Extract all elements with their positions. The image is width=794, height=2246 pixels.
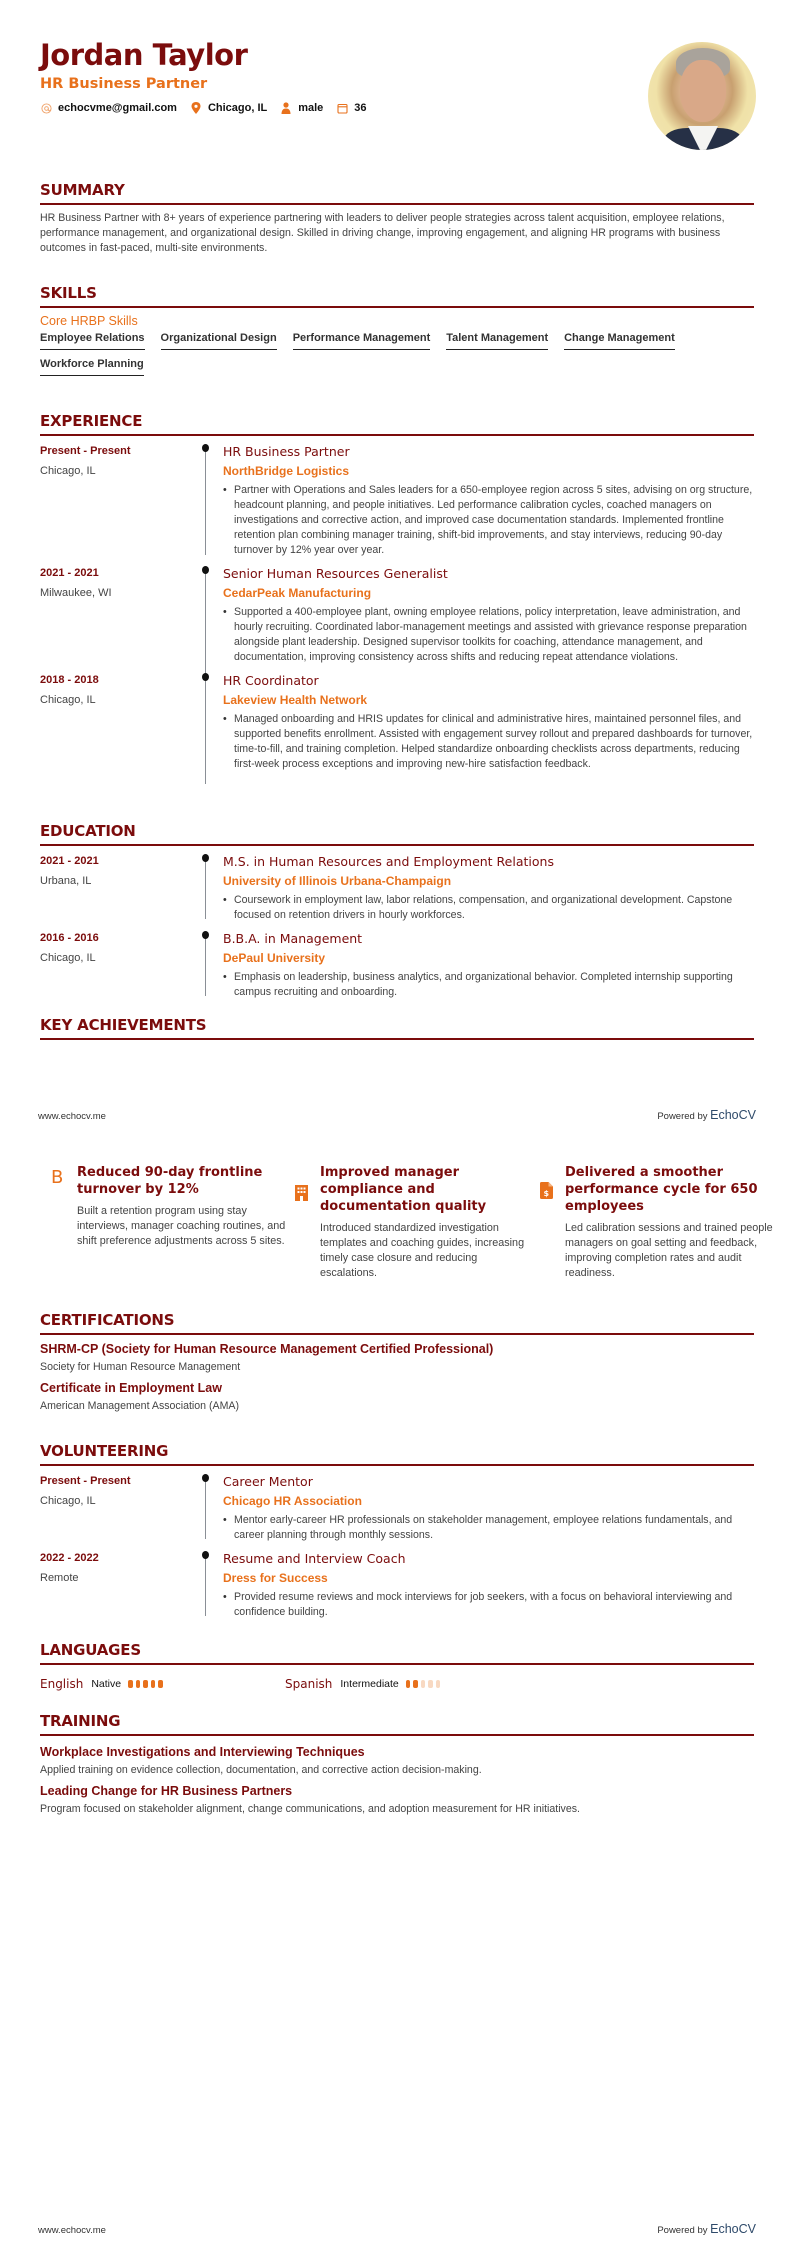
timeline-dot: [202, 1551, 209, 1559]
achievement-title: Delivered a smoother performance cycle for 650 employees: [565, 1165, 758, 1214]
timeline-dot: [202, 854, 209, 862]
entry-location: Remote: [40, 1572, 79, 1584]
contact-gender-value: male: [298, 102, 324, 114]
language-rating: [406, 1675, 444, 1693]
entry-bullet: • Emphasis on leadership, business analytics, and organizational behavior. Completed internship supporting campus recruiting and onboarding.: [223, 970, 754, 1000]
entry-organization: Lakeview Health Network: [223, 693, 368, 707]
entry-role: Senior Human Resources Generalist: [223, 566, 448, 581]
experience-entry: [40, 673, 754, 772]
avatar: [648, 42, 756, 150]
section-divider: [40, 844, 754, 846]
timeline-dot: [202, 673, 209, 681]
contact-location-value: Chicago, IL: [207, 102, 268, 114]
entry-bullet: • Provided resume reviews and mock interviews for job seekers, with a focus on behavioral interviewing and confidence building.: [223, 1590, 754, 1620]
certification-issuer: American Management Association (AMA): [40, 1400, 240, 1412]
training-name: Workplace Investigations and Interviewing Techniques: [40, 1745, 365, 1759]
timeline-dot: [202, 444, 209, 452]
timeline-line: [205, 1477, 206, 1539]
language-item: [285, 1675, 530, 1693]
brand-logo[interactable]: EchoCV: [710, 1108, 756, 1122]
section-divider: [40, 1734, 754, 1736]
achievement-title: Reduced 90-day frontline turnover by 12%: [77, 1165, 263, 1197]
contact-email-value: echocvme@gmail.com: [58, 102, 177, 114]
entry-role: HR Business Partner: [223, 444, 350, 459]
building-icon: [292, 1183, 310, 1203]
entry-date: 2016 - 2016: [40, 932, 99, 944]
section-divider: [40, 306, 754, 308]
volunteering-section: [40, 1441, 754, 1620]
certification-issuer: Society for Human Resource Management: [40, 1361, 241, 1373]
entry-bullet: • Mentor early-career HR professionals on stakeholder management, employee relations fundamentals, and career planning through monthly sessions.: [223, 1513, 754, 1543]
education-section: [40, 821, 754, 1000]
entry-bullet: • Managed onboarding and HRIS updates for clinical and administrative hires, maintained personnel files, and supported benefits enrollment. Assisted with engagement survey rollout and prepared dashboards for turnover, time-to-fill, and training completion. Helped standardize onboarding checklists across departments, reducing first-week process exceptions and improving new-hire satisfaction feedback.: [223, 712, 754, 772]
entry-organization: Dress for Success: [223, 1571, 328, 1585]
resume-header: [40, 38, 380, 114]
footer-powered-by: [657, 1108, 756, 1122]
footer-powered-by: [657, 2222, 756, 2236]
section-divider: [40, 1663, 754, 1665]
candidate-title: HR Business Partner: [40, 76, 208, 92]
timeline-line: [205, 569, 206, 677]
certification-name: SHRM-CP (Society for Human Resource Management Certified Professional): [40, 1342, 494, 1356]
section-heading: EDUCATION: [40, 822, 136, 840]
education-entry: [40, 854, 754, 923]
page-footer: [38, 1108, 756, 1122]
section-divider: [40, 1038, 754, 1040]
section-divider: [40, 1333, 754, 1335]
entry-bullet: • Coursework in employment law, labor relations, compensation, and organizational development. Capstone focused on retention drivers in hourly workforces.: [223, 893, 754, 923]
entry-location: Chicago, IL: [40, 952, 96, 964]
entry-degree: M.S. in Human Resources and Employment Relations: [223, 854, 554, 869]
contact-row: [40, 102, 380, 114]
entry-location: Milwaukee, WI: [40, 587, 112, 599]
achievement-card: [543, 1164, 775, 1281]
at-icon: [40, 102, 52, 114]
timeline-line: [205, 1554, 206, 1616]
language-level: Intermediate: [340, 1678, 399, 1690]
entry-role: Career Mentor: [223, 1474, 313, 1489]
summary-text: HR Business Partner with 8+ years of experience partnering with leaders to deliver people strategies across talent acquisition, employee relations, performance management, and organizational design. Skilled in driving change, improving engagement, and aligning HR programs with business outcomes in fast-paced, multi-site environments.: [40, 212, 725, 254]
contact-email[interactable]: [40, 102, 177, 114]
skill-tag: Talent Management: [446, 332, 548, 350]
entry-organization: CedarPeak Manufacturing: [223, 586, 372, 600]
achievement-description: Led calibration sessions and trained people managers on goal setting and feedback, improving completion rates and audit readiness.: [565, 1222, 773, 1279]
entry-institution: DePaul University: [223, 951, 326, 965]
certifications-section: [40, 1310, 754, 1414]
contact-gender: [280, 102, 323, 114]
entry-role: HR Coordinator: [223, 673, 319, 688]
entry-degree: B.B.A. in Management: [223, 931, 363, 946]
footer-site-link[interactable]: www.echocv.me: [38, 1111, 106, 1122]
training-description: Applied training on evidence collection, documentation, and corrective action decision-making.: [40, 1764, 482, 1776]
timeline-line: [205, 676, 206, 784]
skill-group-title: Core HRBP Skills: [40, 314, 138, 328]
timeline-dot: [202, 566, 209, 574]
entry-location: Chicago, IL: [40, 465, 96, 477]
languages-section: [40, 1640, 754, 1693]
svg-text:$: $: [543, 1188, 549, 1198]
certification-name: Certificate in Employment Law: [40, 1381, 222, 1395]
language-item: [40, 1675, 285, 1693]
entry-date: 2021 - 2021: [40, 855, 99, 867]
skill-tag: Organizational Design: [161, 332, 277, 350]
achievement-title: Improved manager compliance and documentation quality: [320, 1165, 487, 1214]
section-divider: [40, 434, 754, 436]
bold-b-icon: [49, 1166, 67, 1186]
skill-list: [40, 332, 754, 384]
calendar-icon: [336, 102, 348, 114]
entry-organization: Chicago HR Association: [223, 1494, 362, 1508]
achievement-description: Introduced standardized investigation templates and coaching guides, increasing timely case closure and reducing escalations.: [320, 1222, 525, 1279]
certification-item: [40, 1340, 754, 1375]
entry-institution: University of Illinois Urbana-Champaign: [223, 874, 452, 888]
section-heading: CERTIFICATIONS: [40, 1311, 175, 1329]
volunteering-entry: [40, 1551, 754, 1620]
entry-role: Resume and Interview Coach: [223, 1551, 406, 1566]
timeline-line: [205, 447, 206, 555]
location-pin-icon: [190, 102, 202, 114]
entry-location: Urbana, IL: [40, 875, 92, 887]
entry-location: Chicago, IL: [40, 694, 96, 706]
entry-bullet: • Supported a 400-employee plant, owning employee relations, policy interpretation, leave administration, and hourly recruiting. Coordinated labor-management meetings and assisted with grievance response preparation alongside plant leadership. Designed supervisor toolkits for coaching, attendance management, and documentation, improving consistency across shifts and reducing repeat attendance violations.: [223, 605, 754, 665]
page-footer: [38, 2222, 756, 2236]
skill-tag: Change Management: [564, 332, 675, 350]
experience-section: [40, 411, 754, 772]
certification-item: [40, 1379, 754, 1414]
candidate-name: Jordan Taylor: [40, 38, 248, 72]
skills-section: [40, 283, 754, 384]
entry-location: Chicago, IL: [40, 1495, 96, 1507]
svg-text:B: B: [51, 1167, 64, 1185]
section-heading: SKILLS: [40, 284, 97, 302]
language-level: Native: [91, 1678, 122, 1690]
language-rating: [128, 1675, 166, 1693]
training-section: [40, 1711, 754, 1817]
experience-entry: [40, 566, 754, 665]
language-list: [40, 1675, 754, 1693]
entry-date: Present - Present: [40, 1475, 131, 1487]
contact-age-value: 36: [354, 102, 367, 114]
avatar-face: [680, 60, 726, 122]
section-heading: KEY ACHIEVEMENTS: [40, 1016, 207, 1034]
contact-location: [190, 102, 267, 114]
experience-entry: [40, 444, 754, 558]
volunteering-entry: [40, 1474, 754, 1543]
achievement-card: [51, 1164, 287, 1249]
summary-section: [40, 180, 754, 256]
entry-date: 2018 - 2018: [40, 674, 99, 686]
invoice-dollar-icon: [537, 1180, 555, 1200]
person-icon: [280, 102, 292, 114]
entry-date: 2021 - 2021: [40, 567, 99, 579]
timeline-line: [205, 934, 206, 996]
powered-by-label: Powered by: [657, 2225, 711, 2236]
skill-tag: Performance Management: [293, 332, 431, 350]
section-heading: TRAINING: [40, 1712, 121, 1730]
skill-tag: Employee Relations: [40, 332, 145, 350]
entry-date: Present - Present: [40, 445, 131, 457]
contact-age: [336, 102, 366, 114]
entry-date: 2022 - 2022: [40, 1552, 99, 1564]
timeline-dot: [202, 1474, 209, 1482]
training-name: Leading Change for HR Business Partners: [40, 1784, 293, 1798]
language-name: English: [40, 1677, 84, 1691]
entry-organization: NorthBridge Logistics: [223, 464, 350, 478]
entry-bullet: • Partner with Operations and Sales leaders for a 650-employee region across 5 sites, advising on org structure, headcount planning, and people initiatives. Led performance calibration cycles, coached managers on investigations and corrective action, and improved case documentation standards. Implemented frontline retention plan combining manager training, shift-bid improvements, and stay interviews, reducing 90-day turnover by 12% year over year.: [223, 483, 754, 558]
timeline-dot: [202, 931, 209, 939]
footer-site-link[interactable]: www.echocv.me: [38, 2225, 106, 2236]
training-description: Program focused on stakeholder alignment, change communications, and adoption measurement for HR initiatives.: [40, 1803, 580, 1815]
section-heading: LANGUAGES: [40, 1641, 141, 1659]
education-entry: [40, 931, 754, 1000]
brand-logo[interactable]: EchoCV: [710, 2222, 756, 2236]
training-item: [40, 1782, 754, 1817]
training-item: [40, 1743, 754, 1778]
timeline-line: [205, 857, 206, 919]
language-name: Spanish: [285, 1677, 333, 1691]
section-heading: VOLUNTEERING: [40, 1442, 169, 1460]
achievements-section: [40, 1015, 754, 1040]
powered-by-label: Powered by: [657, 1111, 711, 1122]
section-divider: [40, 1464, 754, 1466]
achievement-card: [320, 1164, 530, 1281]
section-heading: EXPERIENCE: [40, 412, 143, 430]
achievement-description: Built a retention program using stay interviews, manager coaching routines, and shift preference adjustments across 5 sites.: [77, 1205, 286, 1247]
skill-tag: Workforce Planning: [40, 358, 144, 376]
section-heading: SUMMARY: [40, 181, 125, 199]
section-divider: [40, 203, 754, 205]
